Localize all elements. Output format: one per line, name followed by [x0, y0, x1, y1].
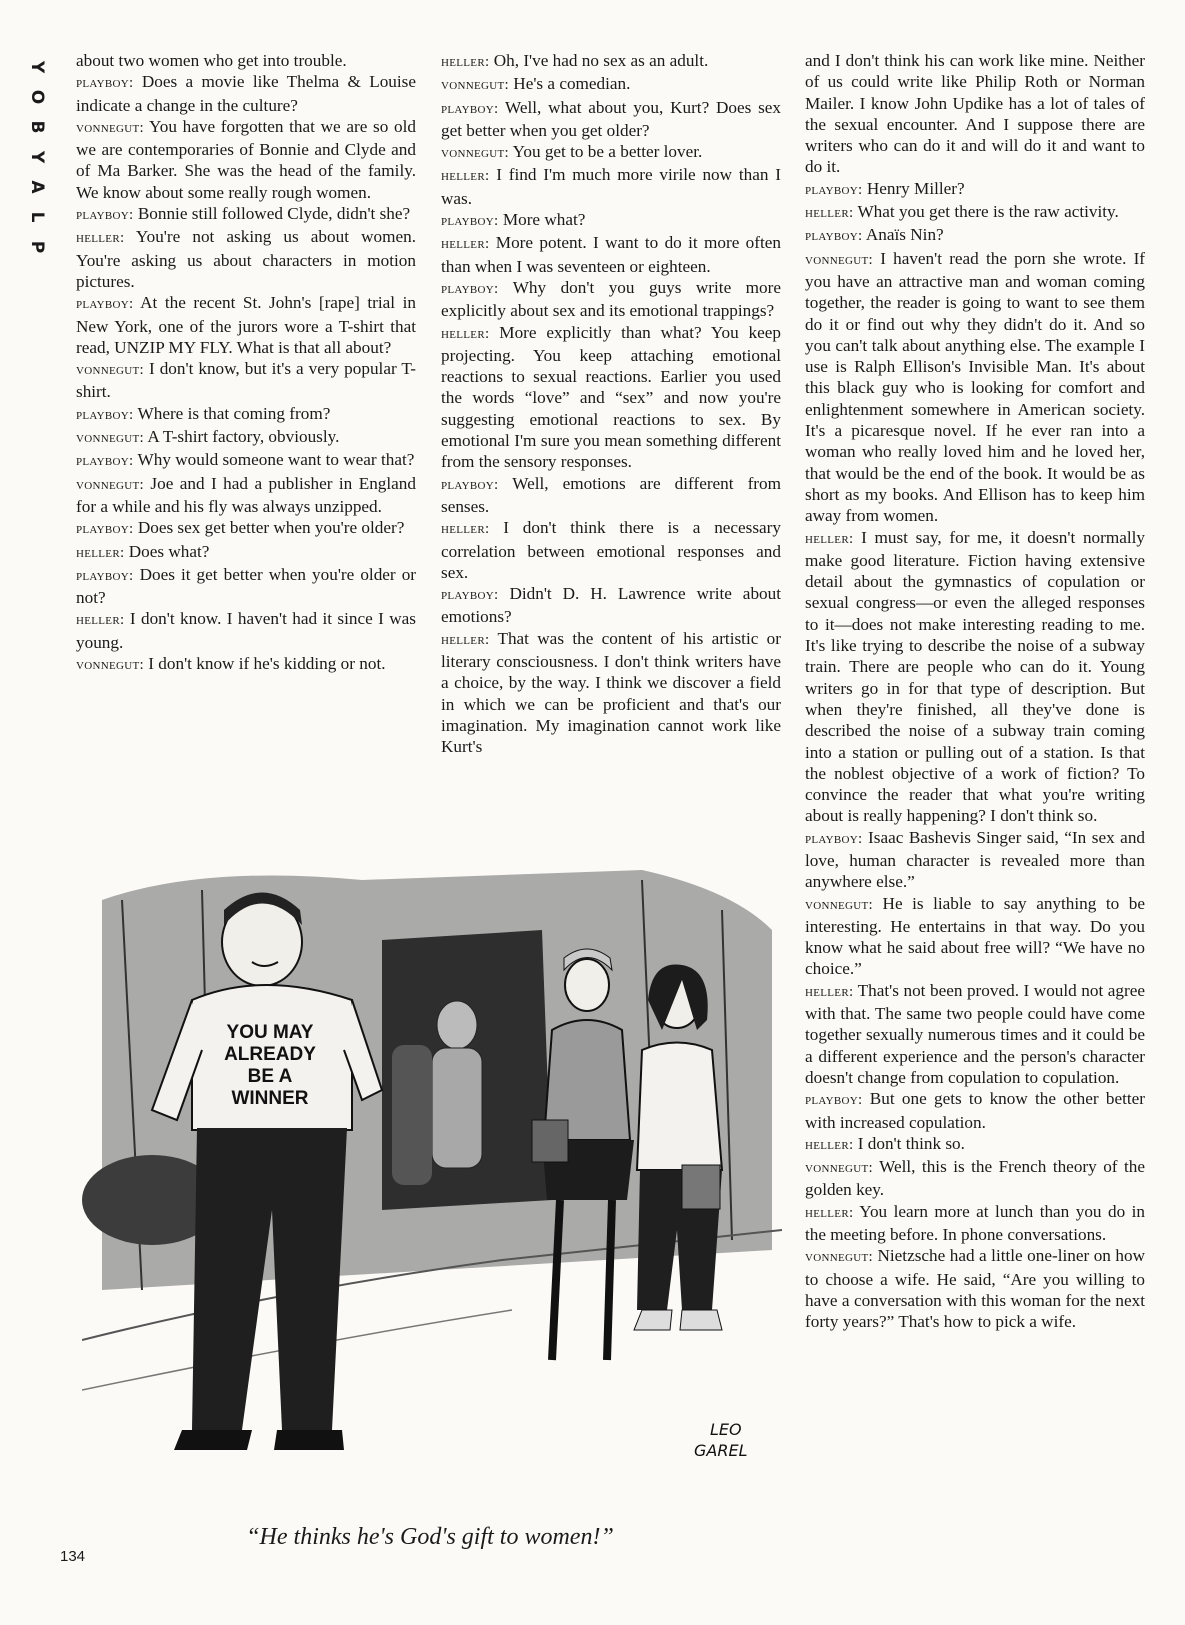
speaker-label: heller:: [76, 612, 125, 629]
speaker-label: vonnegut:: [76, 430, 144, 447]
artist-signature: GAREL: [694, 1441, 748, 1460]
paragraph-text: and I don't think his can work like mine. Neither of us could write like Philip Roth or Norman Mailer. I know John Updike has a lot of tales of the sexual encounter. And I suppose there are writers who can do it and will do it and want to do it.: [805, 51, 1145, 177]
interview-paragraph: [76, 564, 416, 609]
interview-paragraph: [76, 473, 416, 518]
paragraph-text: Why would someone want to wear that?: [137, 450, 415, 470]
side-letter: Y: [27, 150, 47, 164]
paragraph-text: More what?: [502, 210, 586, 230]
speaker-label: playboy:: [805, 1092, 863, 1109]
paragraph-text: Does a movie like Thelma & Louise indicate a change in the culture?: [76, 72, 416, 115]
interview-paragraph: [441, 232, 781, 277]
paragraph-text: I don't know. I haven't had it since I was young.: [76, 609, 416, 652]
interview-paragraph: [76, 203, 416, 226]
interview-paragraph: [805, 1201, 1145, 1246]
paragraph-text: But one gets to know the other better with increased copulation.: [805, 1089, 1146, 1132]
speaker-label: heller:: [805, 530, 854, 547]
interview-paragraph: [441, 50, 781, 73]
paragraph-text: Well, what about you, Kurt? Does sex get better when you get older?: [441, 97, 781, 140]
paragraph-text: He is liable to say anything to be interesting. He entertains in that way. Do you know what he said about free will? “We have no choice.”: [805, 893, 1146, 979]
speaker-label: heller:: [441, 631, 490, 648]
speaker-label: vonnegut:: [76, 657, 144, 674]
paragraph-text: You're not asking us about women. You're asking us about characters in motion pictures.: [76, 227, 416, 291]
interview-paragraph: [76, 426, 416, 449]
interview-paragraph: [76, 517, 416, 540]
speaker-label: vonnegut:: [441, 145, 509, 162]
speaker-label: playboy:: [76, 521, 134, 538]
interview-paragraph: [441, 141, 781, 164]
side-letter: P: [27, 240, 47, 254]
paragraph-text: What you get there is the raw activity.: [857, 202, 1119, 222]
interview-paragraph: [76, 50, 416, 71]
paragraph-text: Where is that coming from?: [137, 403, 331, 423]
speaker-label: playboy:: [76, 296, 134, 313]
interview-paragraph: [805, 248, 1145, 527]
speaker-label: heller:: [805, 1136, 854, 1153]
interview-paragraph: [805, 1156, 1145, 1201]
paragraph-text: Oh, I've had no sex as an adult.: [493, 51, 709, 70]
paragraph-text: I don't think there is a necessary correlation between emotional responses and sex.: [441, 518, 781, 582]
speaker-label: heller:: [805, 1204, 854, 1221]
interview-paragraph: [76, 653, 416, 676]
artist-signature: LEO: [710, 1420, 742, 1439]
speaker-label: vonnegut:: [805, 1249, 873, 1266]
paragraph-text: You learn more at lunch than you do in the meeting before. In phone conversations.: [805, 1201, 1145, 1245]
speaker-label: heller:: [76, 230, 125, 247]
interview-paragraph: [441, 164, 781, 209]
paragraph-text: Well, emotions are different from senses.: [441, 473, 781, 516]
paragraph-text: A T-shirt factory, obviously.: [147, 427, 340, 447]
paragraph-text: You get to be a better lover.: [512, 142, 703, 162]
interview-paragraph: [441, 628, 781, 758]
paragraph-text: Nietzsche had a little one-liner on how to choose a wife. He said, “Are you willing to have a conversation with this woman for the next forty years?” That's how to pick a wife.: [805, 1246, 1145, 1332]
interview-paragraph: [441, 97, 781, 142]
speaker-label: playboy:: [441, 213, 499, 230]
magazine-side-title: [26, 52, 48, 262]
paragraph-text: I must say, for me, it doesn't normally make good literature. Fiction having extensive detail about the gymnastics of copulation or sexual congress—or even the alleged responses to it—does not make interesting reading to me. It's like trying to describe the noise of a subway train. There are people who can do it. Young writers go in for that type of description. But when they're finished, all they've done is described the noise of a subway train coming into a station or pulling out of a station. Is that the noblest objective of a work of fiction? To convince the reader that what you're writing about is really happening? I don't think so.: [805, 527, 1146, 826]
paragraph-text: More potent. I want to do it more often than when I was seventeen or eighteen.: [441, 233, 782, 276]
paragraph-text: I don't know if he's kidding or not.: [148, 654, 386, 674]
speaker-label: heller:: [441, 521, 490, 538]
interview-paragraph: [76, 292, 416, 358]
paragraph-text: I find I'm much more virile now than I was.: [441, 165, 781, 208]
paragraph-text: Isaac Bashevis Singer said, “In sex and love, human character is revealed more than anywhere else.”: [805, 827, 1146, 892]
interview-paragraph: [805, 827, 1145, 893]
interview-paragraph: [76, 71, 416, 116]
speaker-label: playboy:: [441, 100, 499, 117]
paragraph-text: about two women who get into trouble.: [76, 51, 347, 70]
speaker-label: playboy:: [441, 280, 499, 297]
speaker-label: playboy:: [76, 207, 134, 224]
text-column-2: [441, 50, 781, 758]
speaker-label: playboy:: [805, 181, 863, 198]
speaker-label: heller:: [441, 236, 490, 253]
interview-paragraph: [805, 1133, 1145, 1156]
speaker-label: playboy:: [805, 830, 863, 847]
speaker-label: vonnegut:: [805, 896, 873, 913]
paragraph-text: Does sex get better when you're older?: [137, 518, 405, 538]
speaker-label: playboy:: [76, 567, 134, 584]
paragraph-text: That was the content of his artistic or literary consciousness. I don't think writers have a choice, by the way. I think we discover a field in which we can be proficient and that's our imagination. My imagination cannot work like Kurt's: [441, 628, 781, 757]
speaker-label: playboy:: [76, 75, 134, 92]
paragraph-text: Why don't you guys write more explicitly about sex and its emotional trappings?: [441, 277, 781, 321]
interview-paragraph: [76, 226, 416, 292]
side-letter: L: [27, 211, 47, 223]
interview-paragraph: [76, 608, 416, 653]
interview-paragraph: [805, 178, 1145, 201]
interview-paragraph: [805, 1245, 1145, 1332]
speaker-label: vonnegut:: [441, 77, 509, 94]
speaker-label: playboy:: [441, 587, 499, 604]
paragraph-text: Joe and I had a publisher in England for a while and his fly was always unzipped.: [76, 473, 416, 516]
speaker-label: vonnegut:: [805, 1160, 873, 1177]
interview-paragraph: [441, 322, 781, 473]
cartoon-caption: “He thinks he's God's gift to women!”: [246, 1524, 614, 1550]
speaker-label: vonnegut:: [805, 251, 873, 268]
shirt-text-line-2: ALREADY: [224, 1044, 316, 1065]
paragraph-text: You have forgotten that we are so old we are contemporaries of Bonnie and Clyde and of Ma Barker. She was the head of the family. We know about some really rough women.: [76, 116, 416, 202]
interview-paragraph: [441, 473, 781, 518]
interview-paragraph: [441, 209, 781, 232]
speaker-label: heller:: [76, 544, 125, 561]
interview-paragraph: [76, 403, 416, 426]
speaker-label: playboy:: [76, 406, 134, 423]
paragraph-text: I haven't read the porn she wrote. If you have an attractive man and woman coming together, the reader is going to want to see them do it or find out why they didn't do it. And so you can't talk about anything else. The example I use is Ralph Ellison's Invisible Man. It's about this black guy who is looking for comfort and enlightenment somewhere in American society. It's a picaresque novel. If he ever ran into a woman who really loved him and he loved her, that would be the end of the book. It would be as short as my books. And Ellison has to keep him away from women.: [805, 248, 1146, 526]
paragraph-text: I don't think so.: [857, 1133, 965, 1153]
speaker-label: heller:: [441, 325, 490, 342]
shirt-text-line-3: BE A: [247, 1066, 293, 1087]
speaker-label: heller:: [441, 168, 490, 185]
speaker-label: vonnegut:: [76, 119, 144, 136]
interview-paragraph: [805, 224, 1145, 247]
side-letter: Y: [27, 60, 47, 74]
paragraph-text: That's not been proved. I would not agree with that. The same two people could have come together sexually numerous times and it could be a different experience and the person's character doesn't change from copulation to copulation.: [805, 980, 1145, 1087]
page-number: 134: [60, 1548, 86, 1565]
text-column-3: [805, 50, 1145, 1333]
side-letter: B: [27, 120, 47, 134]
interview-paragraph: [76, 541, 416, 564]
paragraph-text: Does what?: [128, 541, 210, 561]
cartoon-illustration: [82, 870, 782, 1480]
interview-paragraph: [441, 517, 781, 583]
speaker-label: vonnegut:: [76, 362, 144, 379]
interview-paragraph: [805, 1088, 1145, 1133]
interview-paragraph: [441, 277, 781, 322]
paragraph-text: Anaïs Nin?: [865, 225, 944, 245]
speaker-label: playboy:: [441, 476, 499, 493]
paragraph-text: Well, this is the French theory of the golden key.: [805, 1157, 1145, 1200]
speaker-label: heller:: [441, 54, 490, 70]
speaker-label: vonnegut:: [76, 476, 144, 493]
speaker-label: playboy:: [76, 453, 134, 470]
shirt-text-line-1: YOU MAY: [226, 1022, 314, 1043]
interview-paragraph: [441, 583, 781, 628]
interview-paragraph: [76, 449, 416, 472]
paragraph-text: He's a comedian.: [513, 74, 631, 94]
interview-paragraph: [76, 116, 416, 203]
paragraph-text: More explicitly than what? You keep projecting. You keep attaching emotional reactions to sexual reactions. Earlier you used the words “love” and “sex” and now you're suggesting emotional reactions to sex. By emotional I'm sure you mean something different from the sensory responses.: [441, 322, 781, 472]
side-letter: O: [27, 89, 47, 105]
interview-paragraph: [441, 73, 781, 96]
shirt-text-line-4: WINNER: [231, 1088, 309, 1109]
paragraph-text: Does it get better when you're older or not?: [76, 564, 417, 608]
interview-paragraph: [805, 201, 1145, 224]
speaker-label: playboy:: [805, 228, 863, 245]
interview-paragraph: [805, 527, 1145, 827]
speaker-label: heller:: [805, 983, 854, 1000]
speaker-label: heller:: [805, 205, 854, 222]
interview-paragraph: [805, 50, 1145, 178]
paragraph-text: Bonnie still followed Clyde, didn't she?: [137, 204, 411, 224]
interview-paragraph: [805, 893, 1145, 980]
paragraph-text: Henry Miller?: [866, 178, 965, 198]
paragraph-text: I don't know, but it's a very popular T-shirt.: [76, 359, 416, 402]
text-column-1: [76, 50, 416, 676]
interview-paragraph: [805, 980, 1145, 1088]
paragraph-text: At the recent St. John's [rape] trial in New York, one of the jurors wore a T-shirt that read, UNZIP MY FLY. What is that all about?: [76, 293, 416, 357]
paragraph-text: Didn't D. H. Lawrence write about emotions?: [441, 584, 781, 627]
interview-paragraph: [76, 358, 416, 403]
side-letter: A: [27, 180, 47, 194]
